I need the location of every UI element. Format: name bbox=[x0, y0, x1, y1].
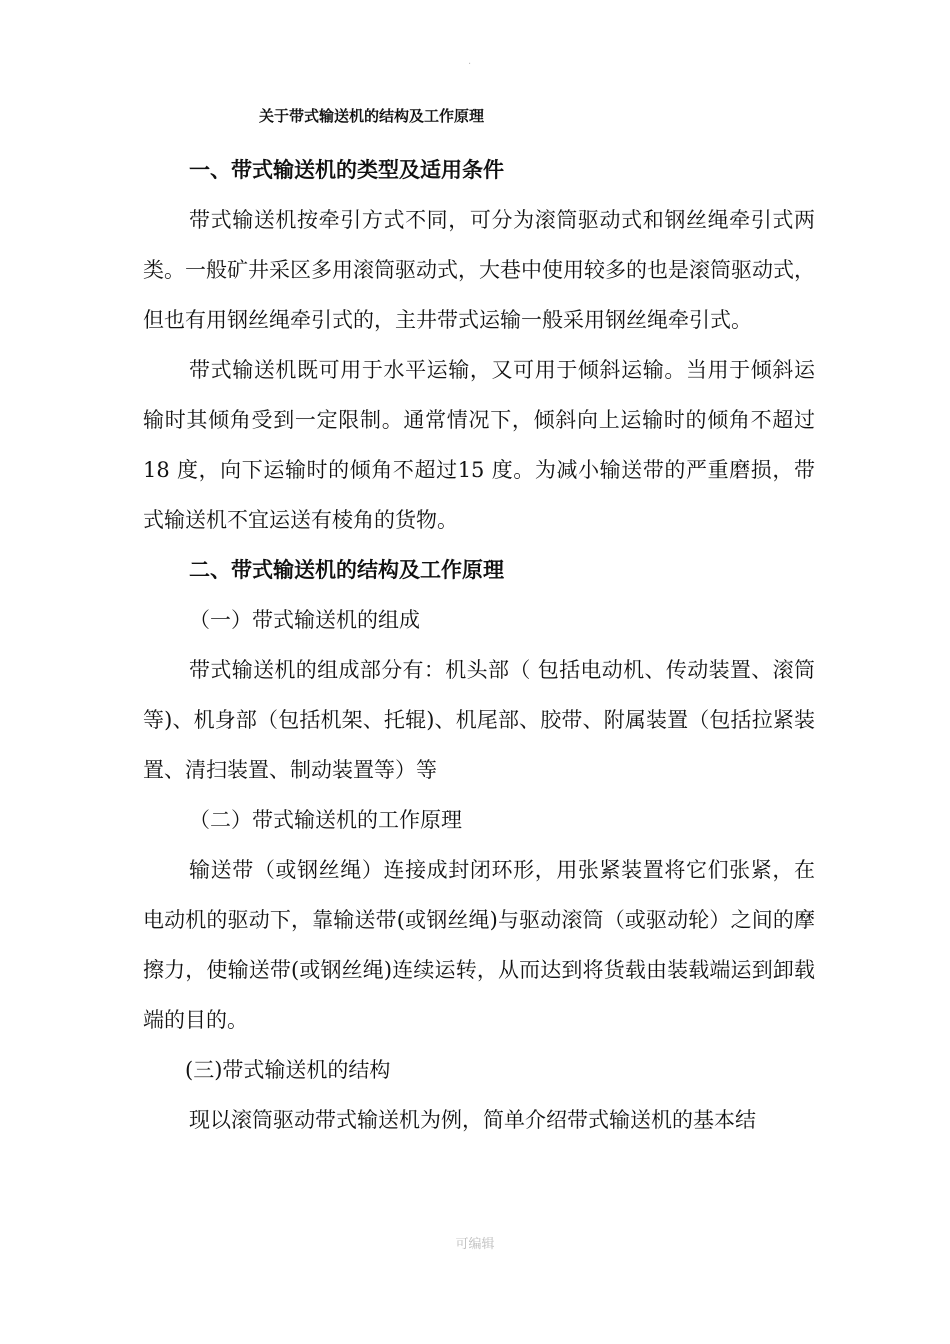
page-footer: 可编辑 bbox=[455, 1237, 495, 1252]
section-2-heading: 二、带式输送机的结构及工作原理 bbox=[189, 558, 504, 582]
subsection-3-heading: (三)带式输送机的结构 bbox=[185, 1058, 391, 1082]
subsection-3-paragraph: 现以滚筒驱动带式输送机为例，简单介绍带式输送机的基本结 bbox=[189, 1108, 756, 1132]
subsection-2-heading: （二）带式输送机的工作原理 bbox=[189, 808, 462, 832]
document-title: 关于带式输送机的结构及工作原理 bbox=[259, 107, 485, 125]
section-1-heading: 一、带式输送机的类型及适用条件 bbox=[189, 158, 504, 182]
document-body bbox=[143, 145, 815, 1145]
subsection-2-paragraph: 输送带（或钢丝绳）连接成封闭环形，用张紧装置将它们张紧，在电动机的驱动下，靠输送带(或钢丝绳)与驱动滚筒（或驱动轮）之间的摩擦力，使输送带(或钢丝绳)连续运转，从而达到将货载由装载端运到卸载端的目的。 bbox=[143, 858, 815, 1032]
section-1-paragraph-2: 带式输送机既可用于水平运输，又可用于倾斜运输。当用于倾斜运输时其倾角受到一定限制。通常情况下，倾斜向上运输时的倾角不超过 18 度，向下运输时的倾角不超过15 度。为减小输送带的严重磨损，带式输送机不宜运送有棱角的货物。 bbox=[143, 358, 815, 532]
header-dot: . bbox=[468, 56, 472, 67]
subsection-1-paragraph: 带式输送机的组成部分有：机头部（ 包括电动机、传动装置、滚筒等)、机身部（包括机架、托辊)、机尾部、胶带、附属装置（包括拉紧装置、清扫装置、制动装置等）等 bbox=[143, 658, 815, 782]
section-1-paragraph-1: 带式输送机按牵引方式不同，可分为滚筒驱动式和钢丝绳牵引式两类。一般矿井采区多用滚筒驱动式，大巷中使用较多的也是滚筒驱动式，但也有用钢丝绳牵引式的，主井带式运输一般采用钢丝绳牵引式。 bbox=[143, 208, 815, 332]
subsection-1-heading: （一）带式输送机的组成 bbox=[189, 608, 420, 632]
